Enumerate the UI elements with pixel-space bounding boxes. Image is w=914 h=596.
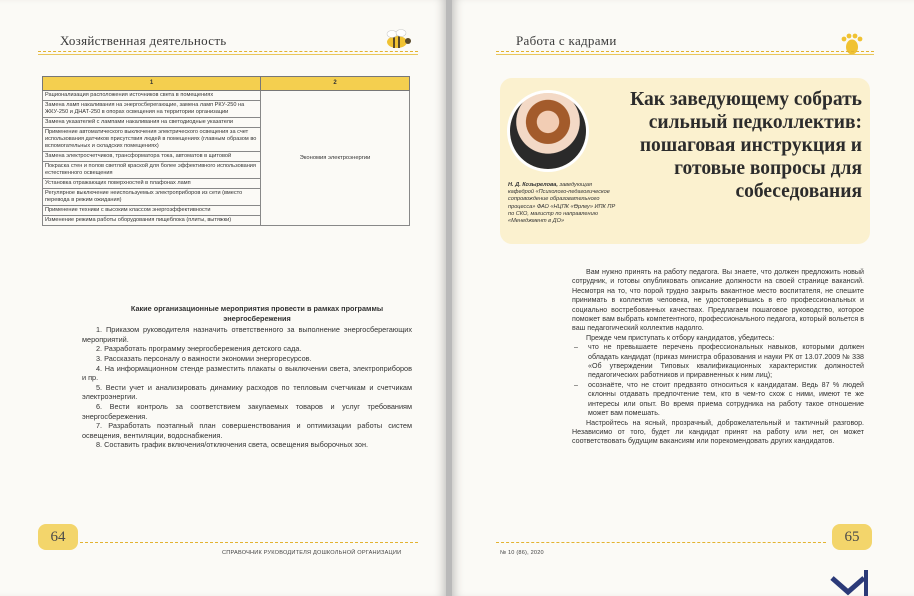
body-list bbox=[572, 343, 864, 418]
measure-item: 4. На информационном стенде разместить плакаты о выключении света, электроприборов и пр. bbox=[82, 363, 412, 383]
footprint-icon bbox=[836, 32, 866, 56]
table-cell: Рационализация расположения источников света в помещениях bbox=[43, 91, 261, 101]
author-name: Н. Д. Козырелова, bbox=[508, 182, 558, 188]
list-item: – что не превышаете перечень профессиональных навыков, которыми должен обладать кандидат (приказ министра образования и науки РК от 13.07.2009 № 338 «Об утверждении Типовых квалификационных характеристик должностей педагогических работников и приравненных к ним лиц); bbox=[588, 343, 864, 381]
right-running-head: Работа с кадрами bbox=[516, 33, 617, 48]
list-item: – осознаёте, что не стоит предвзято относиться к кандидатам. Ведь 87 % людей склонны отдавать предпочтение тем, кто в чем-то схож с ними, имеют те же интересы или опыт. Во время приема сотрудника на работу такое отношение может вам помешать. bbox=[588, 381, 864, 419]
bee-icon bbox=[380, 26, 414, 54]
table-cell: Регулярное выключение неиспользуемых электроприборов из сети (вместо перевода в режим ожидания) bbox=[43, 189, 261, 206]
table-cell: Применение техники с высоким классом энергоэффективности bbox=[43, 206, 261, 216]
measure-item: 3. Рассказать персоналу о важности экономии энергоресурсов. bbox=[96, 353, 312, 363]
table-header: 2 bbox=[261, 77, 410, 91]
left-running-head: Хозяйственная деятельность bbox=[60, 33, 227, 48]
measure-item: 8. Составить график включения/отключения света, освещения выборочных зон. bbox=[96, 440, 369, 450]
body-paragraph: Вам нужно принять на работу педагога. Вы знаете, что должен предложить новый сотрудник, и готовы опубликовать описание должности на своей странице вакансий. Несмотря на то, что порой трудно закрыть вакантное место воспитателя, не спешите принимать в коллектив человека, не удостоверившись в его профессиональных и социально востребованных качествах. Предлагаем пошаговое руководство, которое поможет вам выбрать компетентного, профессионального педагога, который вольется в ваш педагогический коллектив надолго. bbox=[572, 268, 864, 333]
author-info bbox=[508, 182, 616, 225]
footer-rule bbox=[496, 542, 826, 543]
article-title: Как заведующему собрать сильный педколлектив: пошаговая инструкция и готовые вопросы для собеседования bbox=[630, 89, 862, 202]
table-cell: Покраска стен и полов светлой краской для более эффективного использования естественного освещения bbox=[43, 162, 261, 179]
article-body bbox=[572, 268, 864, 447]
footer-text: № 10 (86), 2020 bbox=[500, 550, 544, 556]
header-rule bbox=[38, 51, 418, 52]
watermark-logo-icon bbox=[828, 570, 868, 596]
measure-item: 6. Вести контроль за соответствием закупаемых товаров и услуг требованиям энергосбережения. bbox=[82, 401, 412, 421]
measure-item: 7. Разработать поэтапный план совершенствования и оптимизации работы систем освещения, вентиляции, водоснабжения. bbox=[82, 421, 412, 440]
header-rule bbox=[38, 54, 418, 55]
body-paragraph: Настройтесь на ясный, прозрачный, доброжелательный и тактичный разговор. Независимо от того, будет ли кандидат принят на работу или нет, он может соответствовать будущим вакансиям или порекомендовать других кандидатов. bbox=[572, 418, 864, 446]
table-cell: Изменение режима работы оборудования пищеблока (плиты, вытяжки) bbox=[43, 216, 261, 226]
page-number: 65 bbox=[832, 524, 872, 550]
table-cell: Применение автоматического выключения электрического освещения за счет использования датчиков присутствия людей в помещениях (главным образом во вспомогательных и складских помещениях) bbox=[43, 128, 261, 152]
left-page bbox=[0, 0, 446, 596]
right-page bbox=[452, 0, 914, 596]
table-cell: Замена указателей с лампами накаливания на светодиодные указатели bbox=[43, 118, 261, 128]
table-cell: Замена ламп накаливания на энергосберегающие, замена ламп РКУ-250 на ЖКУ-250 и ДНАТ-250 в опорах освещения на территории организации bbox=[43, 101, 261, 118]
header-rule bbox=[496, 54, 874, 55]
page-number: 64 bbox=[38, 524, 78, 550]
measures-section bbox=[82, 304, 412, 450]
author-bio: заведующая кафедрой «Психолого-педагогическое сопровождение образовательного процесса» ФАО «НЦПК «Өрлеу» ИПК ПР по СКО, магистр по направлению «Менеджмент в ДО» bbox=[508, 182, 616, 225]
footer-rule bbox=[80, 542, 418, 543]
body-paragraph: Прежде чем приступать к отбору кандидатов, убедитесь: bbox=[586, 333, 775, 342]
table-cell: Установка отражающих поверхностей в плафонах ламп bbox=[43, 179, 261, 189]
table-header: 1 bbox=[43, 77, 261, 91]
author-portrait bbox=[510, 93, 586, 169]
footer-text: СПРАВОЧНИК РУКОВОДИТЕЛЯ ДОШКОЛЬНОЙ ОРГАНИЗАЦИИ bbox=[222, 550, 402, 556]
measure-item: 2. Разработать программу энергосбережения детского сада. bbox=[96, 344, 302, 354]
header-rule bbox=[496, 51, 874, 52]
energy-measures-table bbox=[42, 76, 410, 226]
measure-item: 1. Приказом руководителя назначить ответственного за выполнение энергосберегающих мероприятий. bbox=[82, 325, 412, 344]
table-cell: Замена электросчетчиков, трансформатора тока, автоматов в щитовой bbox=[43, 152, 261, 162]
measures-title: Какие организационные мероприятия провести в рамках программы энергосбережения bbox=[130, 304, 384, 323]
table-merged-cell: Экономия электроэнергии bbox=[261, 91, 410, 226]
measure-item: 5. Вести учет и анализировать динамику расходов по тепловым счетчикам и счетчикам электроэнергии. bbox=[82, 382, 412, 402]
